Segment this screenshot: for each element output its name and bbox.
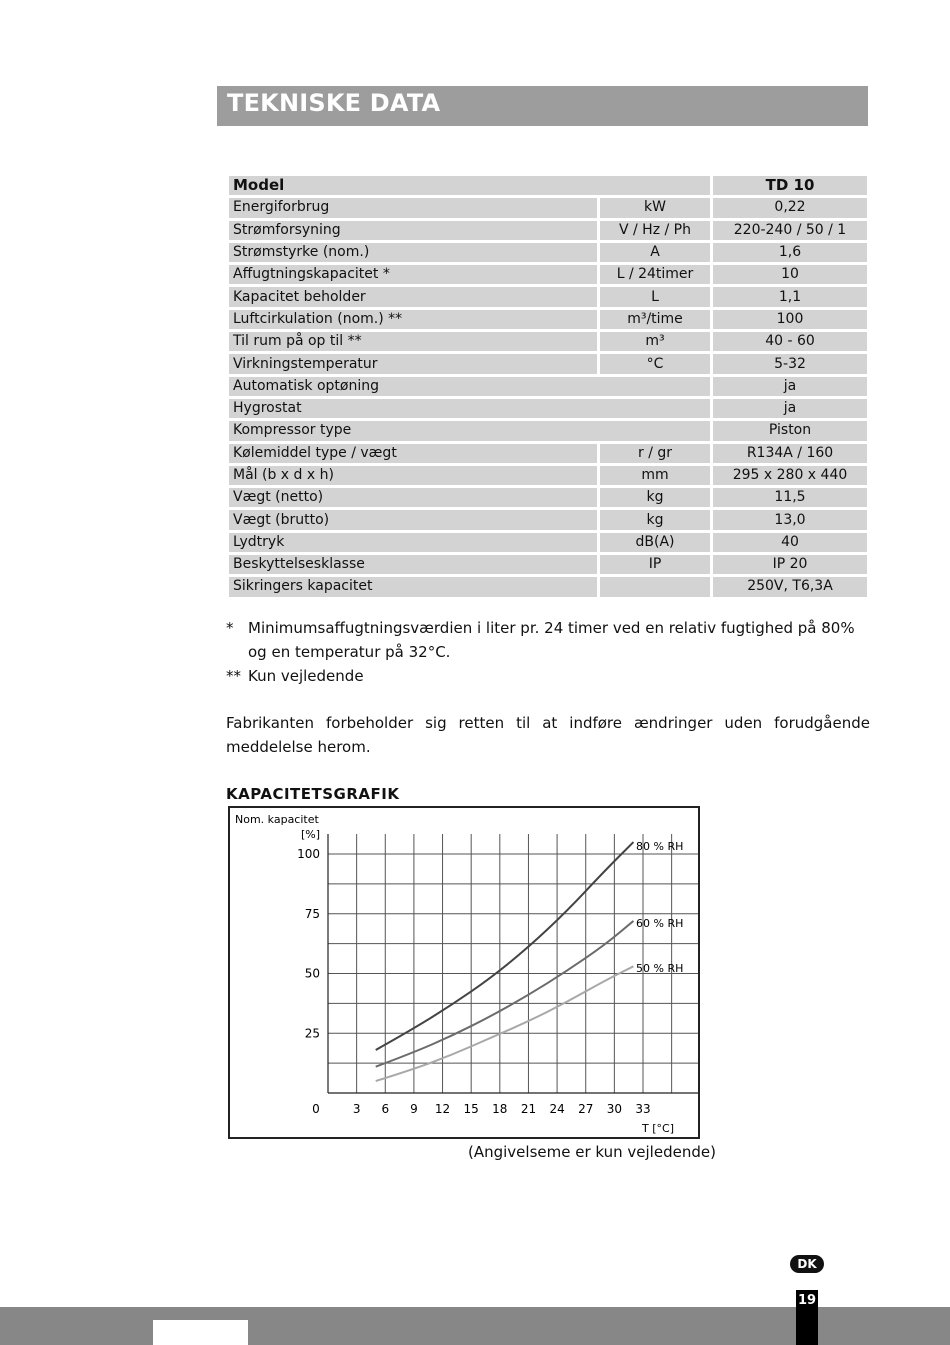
footnote-2-mark: ** (226, 667, 241, 685)
spec-row (229, 265, 867, 284)
spec-label: Virkningstemperatur (229, 354, 597, 373)
spec-row (229, 510, 867, 529)
spec-unit: mm (600, 466, 710, 485)
footnote-1 (226, 616, 870, 664)
spec-value: 295 x 280 x 440 (713, 466, 867, 485)
spec-row (229, 310, 867, 329)
capacity-chart (228, 806, 700, 1139)
spec-label: Kapacitet beholder (229, 287, 597, 306)
graph-caption: (Angivelseme er kun vejledende) (468, 1143, 716, 1161)
spec-table (226, 173, 870, 600)
chart-series (376, 840, 684, 1081)
x-axis-label: T [°C] (642, 1122, 674, 1135)
page-number: 19 (796, 1290, 818, 1345)
y-tick-label: 100 (297, 847, 320, 861)
spec-value: Piston (713, 421, 867, 440)
spec-value: 0,22 (713, 198, 867, 217)
spec-unit (600, 577, 710, 596)
chart-axes (297, 834, 698, 1116)
spec-value: 250V, T6,3A (713, 577, 867, 596)
y-axis-label: Nom. kapacitet (235, 813, 319, 826)
spec-label: Sikringers kapacitet (229, 577, 597, 596)
spec-row (229, 221, 867, 240)
spec-label: Vægt (brutto) (229, 510, 597, 529)
spec-row (229, 399, 867, 418)
spec-value: 40 (713, 533, 867, 552)
spec-row (229, 332, 867, 351)
spec-label: Automatisk optøning (229, 377, 710, 396)
language-badge: DK (790, 1255, 824, 1273)
spec-label: Strømforsyning (229, 221, 597, 240)
spec-value: 40 - 60 (713, 332, 867, 351)
spec-table-header (229, 176, 867, 195)
spec-unit: dB(A) (600, 533, 710, 552)
spec-row (229, 533, 867, 552)
x-tick-label: 21 (520, 1102, 537, 1116)
spec-row (229, 354, 867, 373)
x-tick-label: 30 (606, 1102, 623, 1116)
series-label: 60 % RH (636, 917, 684, 930)
x-tick-label: 3 (352, 1102, 361, 1116)
spec-unit: m³/time (600, 310, 710, 329)
spec-label: Luftcirkulation (nom.) ** (229, 310, 597, 329)
model-label: Model (229, 176, 710, 195)
footnote-2-text: Kun vejledende (248, 667, 364, 685)
spec-row (229, 488, 867, 507)
y-tick-label: 50 (304, 966, 320, 981)
spec-label: Affugtningskapacitet * (229, 265, 597, 284)
spec-unit: kg (600, 488, 710, 507)
spec-label: Kompressor type (229, 421, 710, 440)
x-tick-label: 33 (635, 1102, 651, 1116)
spec-value: ja (713, 399, 867, 418)
spec-unit: r / gr (600, 444, 710, 463)
spec-value: R134A / 160 (713, 444, 867, 463)
x-tick-label: 9 (410, 1102, 418, 1116)
spec-label: Beskyttelsesklasse (229, 555, 597, 574)
spec-row (229, 555, 867, 574)
spec-value: ja (713, 377, 867, 396)
series-label: 80 % RH (636, 840, 684, 853)
graph-title: KAPACITETSGRAFIK (226, 785, 400, 803)
spec-label: Hygrostat (229, 399, 710, 418)
spec-row (229, 421, 867, 440)
spec-value: 100 (713, 310, 867, 329)
spec-unit: kW (600, 198, 710, 217)
spec-row (229, 198, 867, 217)
spec-row (229, 377, 867, 396)
spec-value: 13,0 (713, 510, 867, 529)
spec-label: Strømstyrke (nom.) (229, 243, 597, 262)
spec-label: Mål (b x d x h) (229, 466, 597, 485)
spec-unit: kg (600, 510, 710, 529)
y-tick-label: 25 (304, 1026, 320, 1041)
spec-unit: m³ (600, 332, 710, 351)
spec-unit: L (600, 287, 710, 306)
spec-unit: V / Hz / Ph (600, 221, 710, 240)
spec-unit: A (600, 243, 710, 262)
spec-row (229, 444, 867, 463)
x-tick-label: 27 (578, 1102, 594, 1116)
spec-value: 11,5 (713, 488, 867, 507)
y-tick-label: 75 (304, 906, 320, 921)
spec-label: Til rum på op til ** (229, 332, 597, 351)
x-tick-label: 15 (463, 1102, 479, 1116)
x-tick-label: 6 (381, 1102, 390, 1116)
spec-unit: °C (600, 354, 710, 373)
spec-label: Lydtryk (229, 533, 597, 552)
spec-value: 10 (713, 265, 867, 284)
spec-row (229, 577, 867, 596)
x-tick-label: 0 (312, 1102, 320, 1116)
spec-row (229, 243, 867, 262)
spec-value: 5-32 (713, 354, 867, 373)
spec-row (229, 466, 867, 485)
disclaimer-text: Fabrikanten forbeholder sig retten til at indføre ændringer uden forudgående meddelelse herom. (226, 714, 870, 756)
spec-label: Energiforbrug (229, 198, 597, 217)
spec-unit: IP (600, 555, 710, 574)
footnote-2 (226, 664, 870, 688)
section-header (217, 86, 868, 126)
spec-label: Vægt (netto) (229, 488, 597, 507)
footnotes (226, 616, 870, 688)
footnote-1-mark: * (226, 619, 234, 637)
spec-row (229, 287, 867, 306)
footnote-1-text: Minimumsaffugtningsværdien i liter pr. 24 timer ved en relativ fugtighed på 80% og en temperatur på 32°C. (248, 619, 855, 661)
spec-value: 1,6 (713, 243, 867, 262)
x-tick-label: 18 (492, 1102, 508, 1116)
spec-label: Kølemiddel type / vægt (229, 444, 597, 463)
section-title: TEKNISKE DATA (227, 89, 441, 117)
x-tick-label: 12 (434, 1102, 451, 1116)
chart-svg (230, 808, 698, 1137)
x-tick-label: 24 (549, 1102, 565, 1116)
y-axis-unit: [%] (300, 828, 320, 841)
spec-value: 220-240 / 50 / 1 (713, 221, 867, 240)
series-label: 50 % RH (636, 962, 684, 975)
spec-unit: L / 24timer (600, 265, 710, 284)
footer-tab (153, 1320, 248, 1345)
spec-value: 1,1 (713, 287, 867, 306)
spec-value: IP 20 (713, 555, 867, 574)
model-value: TD 10 (713, 176, 867, 195)
